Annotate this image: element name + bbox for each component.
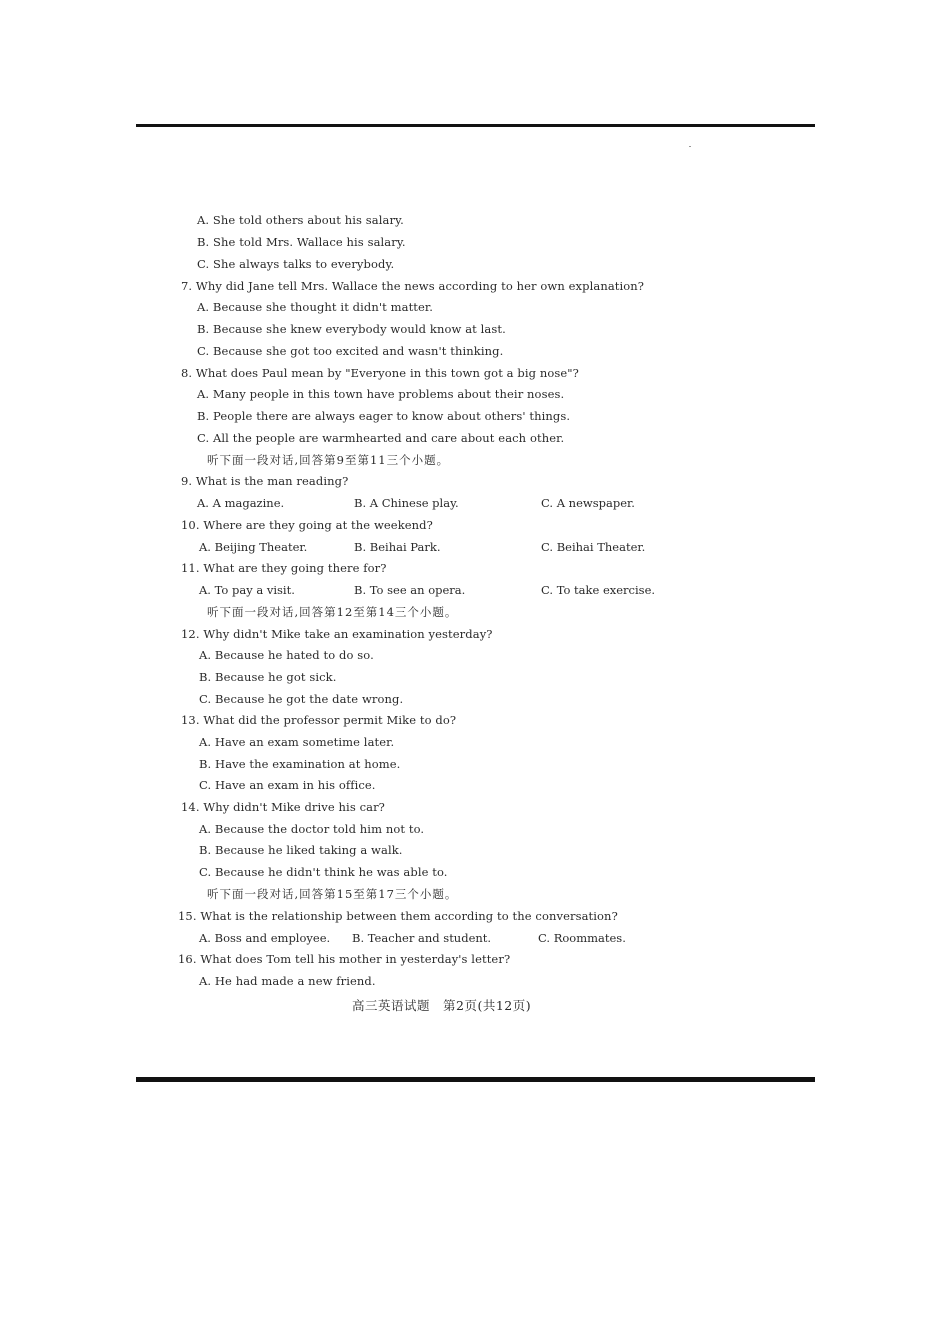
question-line: 11. What are they going there for? [181, 561, 387, 575]
page-footer: 高三英语试题 第2页(共12页) [352, 998, 532, 1013]
question-line: 14. Why didn't Mike drive his car? [181, 800, 385, 814]
option-line: B. Because he liked taking a walk. [199, 843, 403, 857]
option-line: C. She always talks to everybody. [197, 257, 395, 271]
option-b: B. Teacher and student. [352, 931, 492, 945]
option-c: C. Beihai Theater. [541, 540, 646, 554]
option-line: B. Have the examination at home. [199, 757, 401, 771]
option-c: C. To take exercise. [541, 583, 656, 597]
option-a: A. Beijing Theater. [199, 540, 308, 554]
option-line: B. Because she knew everybody would know at last. [197, 322, 506, 336]
option-line: C. Because she got too excited and wasn't thinking. [197, 344, 504, 358]
option-line: C. Because he didn't think he was able to. [199, 865, 448, 879]
option-line: A. Because the doctor told him not to. [199, 822, 425, 836]
section-instruction: 听下面一段对话,回答第15至第17三个小题。 [207, 887, 458, 901]
option-line: B. People there are always eager to know about others' things. [197, 409, 571, 423]
option-a: A. To pay a visit. [199, 583, 295, 597]
top-rule [136, 124, 815, 127]
section-instruction: 听下面一段对话,回答第9至第11三个小题。 [207, 453, 450, 467]
question-line: 12. Why didn't Mike take an examination yesterday? [181, 627, 493, 641]
option-line: B. She told Mrs. Wallace his salary. [197, 235, 406, 249]
question-line: 9. What is the man reading? [181, 474, 349, 488]
option-line: A. Because he hated to do so. [199, 648, 374, 662]
option-line: A. She told others about his salary. [197, 213, 404, 227]
question-line: 13. What did the professor permit Mike to do? [181, 713, 457, 727]
option-line: A. He had made a new friend. [199, 974, 376, 988]
option-line: A. Many people in this town have problems about their noses. [197, 387, 565, 401]
option-b: B. To see an opera. [354, 583, 466, 597]
question-line: 10. Where are they going at the weekend? [181, 518, 433, 532]
option-c: C. Roommates. [538, 931, 626, 945]
section-instruction: 听下面一段对话,回答第12至第14三个小题。 [207, 605, 458, 619]
option-line: A. Because she thought it didn't matter. [197, 300, 434, 314]
option-a: A. Boss and employee. [199, 931, 331, 945]
option-b: B. A Chinese play. [354, 496, 459, 510]
bottom-rule [136, 1077, 815, 1082]
question-line: 8. What does Paul mean by "Everyone in this town got a big nose"? [181, 366, 579, 380]
option-b: B. Beihai Park. [354, 540, 441, 554]
option-line: B. Because he got sick. [199, 670, 337, 684]
scan-speck [689, 146, 691, 147]
option-line: C. Because he got the date wrong. [199, 692, 404, 706]
option-line: C. Have an exam in his office. [199, 778, 376, 792]
option-line: C. All the people are warmhearted and care about each other. [197, 431, 565, 445]
question-line: 15. What is the relationship between them according to the conversation? [178, 909, 618, 923]
option-c: C. A newspaper. [541, 496, 635, 510]
question-line: 7. Why did Jane tell Mrs. Wallace the news according to her own explanation? [181, 279, 645, 293]
option-line: A. Have an exam sometime later. [199, 735, 395, 749]
question-line: 16. What does Tom tell his mother in yesterday's letter? [178, 952, 511, 966]
option-a: A. A magazine. [197, 496, 285, 510]
